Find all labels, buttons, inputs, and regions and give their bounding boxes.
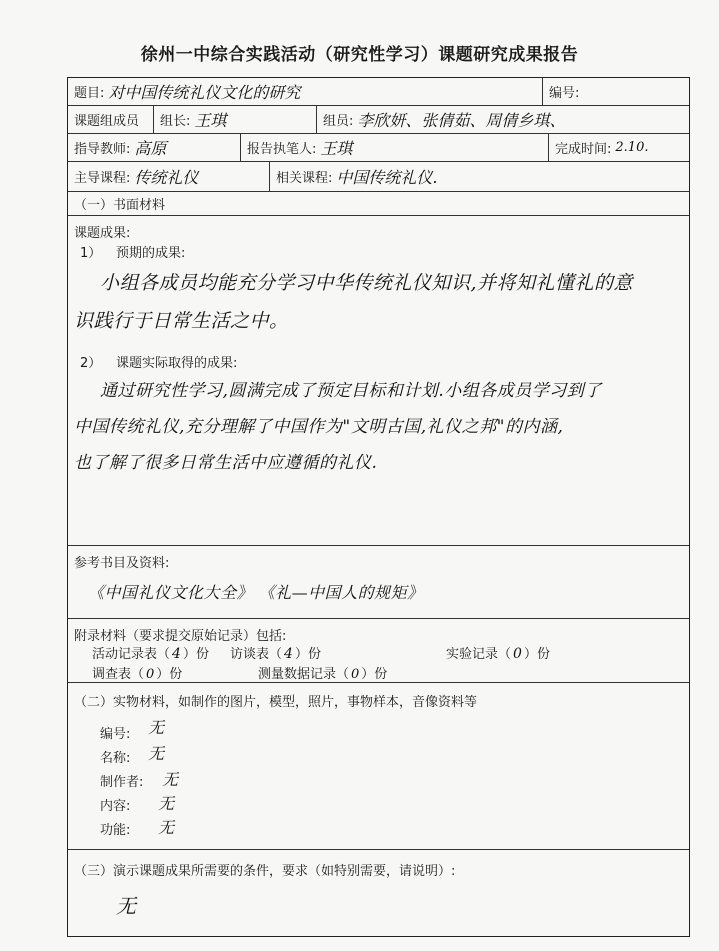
physical-maker-label: 制作者: [100,775,144,790]
survey-unit: ）份 [156,667,183,682]
references-label: 参考书目及资料: [74,556,170,571]
survey-count: 0 [146,667,155,682]
activity-record-label: 活动记录表（ [92,647,171,662]
interview-unit: ）份 [294,647,321,662]
experiment-label: 实验记录（ [446,647,512,662]
written-section-cell [68,192,691,215]
physical-number-label: 编号: [100,727,131,742]
advisor-cell [68,134,241,161]
courses-row [68,162,689,192]
activity-record-item [92,643,209,662]
experiment-item [446,643,550,662]
expected-text-line1: 小组各成员均能充分学习中华传统礼仪知识,并将知礼懂礼的意 [100,272,634,294]
related-course-label: 相关课程: [276,171,333,186]
demo-value: 无 [116,894,136,918]
actual-number: 2） [80,356,102,371]
expected-label: 预期的成果: [116,246,186,261]
leader-cell [154,106,317,133]
measure-unit: ）份 [361,667,388,682]
references-row [68,546,689,619]
physical-function-value: 无 [158,818,175,837]
written-section-row [68,192,689,216]
topic-cell [68,78,543,105]
physical-section-label: （二）实物材料，如制作的图片，模型，照片，事物样本，音像资料等 [74,695,478,710]
appendix-label: 附录材料（要求提交原始记录）包括: [74,629,287,644]
main-course-cell [68,162,270,191]
topic-label: 题目: [74,86,105,101]
physical-content-value: 无 [158,794,175,813]
members-value: 李欣妍、张倩茹、周倩乡琪、 [357,111,566,130]
related-course-value: 中国传统礼仪. [336,168,438,187]
measure-label: 测量数据记录（ [258,667,350,682]
actual-text-line1: 通过研究性学习,圆满完成了预定目标和计划.小组各成员学习到了 [100,381,602,401]
physical-content-label: 内容: [100,799,131,814]
appendix-row [68,619,689,683]
physical-name-label: 名称: [100,751,131,766]
document-title: 徐州一中综合实践活动（研究性学习）课题研究成果报告 [140,45,579,65]
experiment-count: 0 [513,646,522,662]
advisor-label: 指导教师: [74,142,131,157]
number-cell [543,78,691,105]
number-label: 编号: [549,86,580,101]
survey-item [92,663,182,682]
survey-label: 调查表（ [92,667,145,682]
topic-row [68,78,689,106]
group-members-label: 课题组成员 [74,114,140,129]
activity-record-count: 4 [172,646,181,662]
completion-cell [549,134,691,161]
physical-maker-value: 无 [162,770,179,789]
actual-label: 课题实际取得的成果: [116,356,238,371]
interview-count: 4 [284,646,293,662]
leader-value: 王琪 [194,111,227,130]
members-cell [317,106,691,133]
demo-section [68,850,689,936]
references-value: 《中国礼仪文化大全》 《礼—中国人的规矩》 [88,583,424,602]
topic-value: 对中国传统礼仪文化的研究 [108,83,301,102]
activity-record-unit: ）份 [182,647,209,662]
leader-label: 组长: [160,114,191,129]
expected-number: 1） [80,246,102,261]
related-course-cell [270,162,691,191]
report-author-cell [241,134,549,161]
physical-function-label: 功能: [100,823,131,838]
results-block [68,216,689,546]
completion-label: 完成时间: [555,142,612,157]
written-section-label: （一）书面材料 [74,198,166,213]
main-course-label: 主导课程: [74,171,131,186]
interview-item [230,643,321,662]
actual-text-line3: 也了解了很多日常生活中应遵循的礼仪. [74,453,378,473]
report-form [67,77,690,937]
results-label: 课题成果: [74,226,131,241]
advisor-value: 高原 [134,139,167,158]
physical-number-value: 无 [148,718,165,737]
members-label: 组员: [323,114,354,129]
completion-value: 2.10. [615,140,649,155]
interview-label: 访谈表（ [230,647,283,662]
actual-text-line2: 中国传统礼仪,充分理解了中国作为"文明古国,礼仪之邦"的内涵, [74,417,564,437]
advisor-row [68,134,689,162]
report-author-value: 王琪 [320,139,353,158]
physical-name-value: 无 [148,744,165,763]
measure-item [258,663,387,682]
group-members-label-cell [68,106,154,133]
members-row [68,106,689,134]
measure-count: 0 [351,667,360,682]
experiment-unit: ）份 [523,647,550,662]
demo-section-label: （三）演示课题成果所需要的条件，要求（如特别需要，请说明）: [74,864,456,879]
report-author-label: 报告执笔人: [247,142,317,157]
expected-text-line2: 识践行于日常生活之中。 [74,310,289,332]
physical-section [68,683,689,850]
main-course-value: 传统礼仪 [134,168,199,187]
